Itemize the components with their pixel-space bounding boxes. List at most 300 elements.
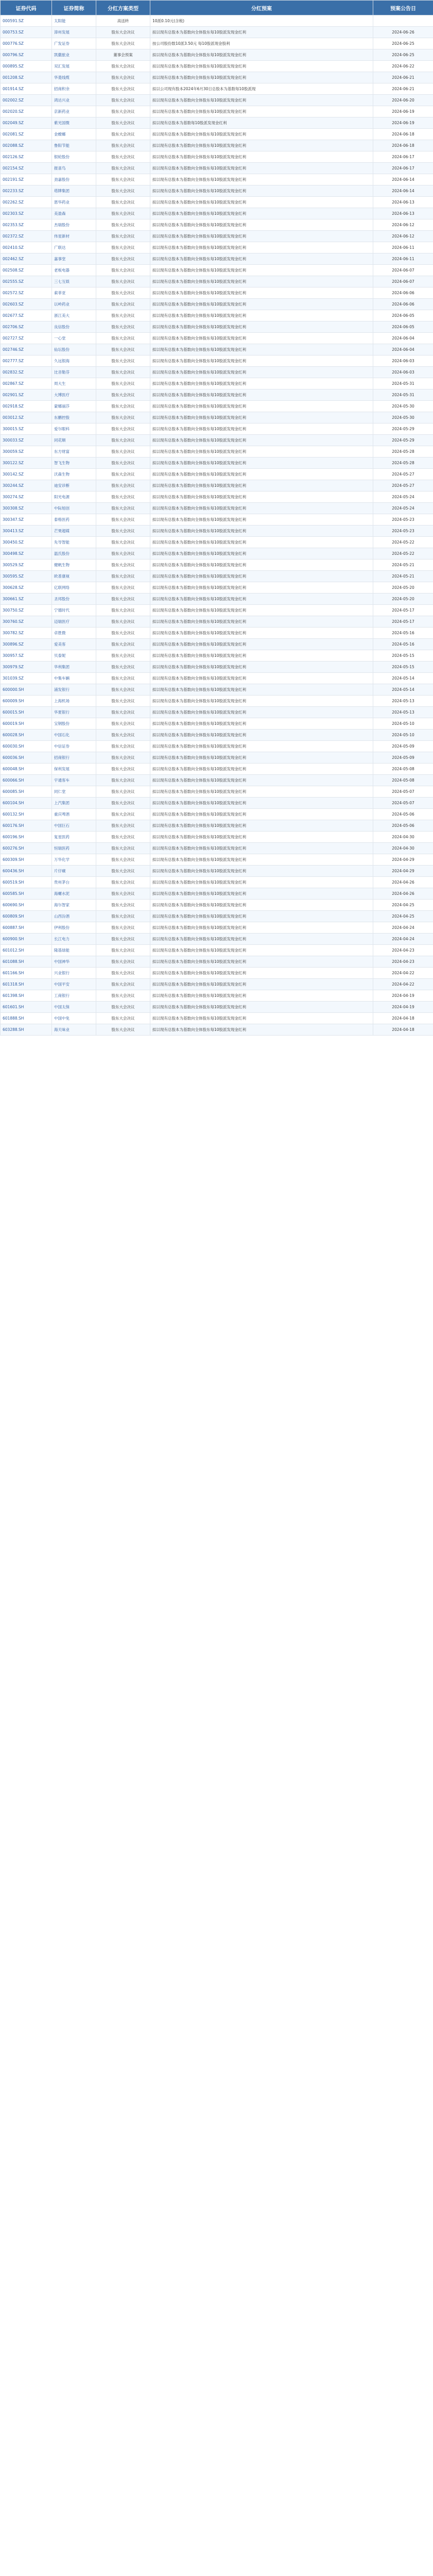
table-row[interactable] [1, 185, 433, 197]
table-row[interactable] [1, 219, 433, 231]
cell-code-link[interactable]: 300142.SZ [3, 472, 24, 477]
table-row[interactable] [1, 38, 433, 49]
cell-code[interactable] [1, 673, 52, 684]
cell-name-link[interactable]: 上海机场 [54, 699, 70, 703]
table-row[interactable] [1, 83, 433, 95]
cell-code[interactable] [1, 129, 52, 140]
cell-code-link[interactable]: 600009.SH [3, 699, 24, 703]
cell-name-link[interactable]: 招商银行 [54, 755, 70, 760]
table-row[interactable] [1, 548, 433, 560]
cell-code-link[interactable]: 000895.SZ [3, 64, 24, 69]
cell-name[interactable] [52, 979, 96, 990]
cell-code-link[interactable]: 002867.SZ [3, 381, 24, 386]
cell-code[interactable] [1, 27, 52, 38]
cell-code[interactable] [1, 117, 52, 129]
cell-code[interactable] [1, 945, 52, 956]
cell-code[interactable] [1, 775, 52, 786]
cell-name[interactable] [52, 752, 96, 764]
cell-name-link[interactable]: 泰格医药 [54, 517, 70, 522]
table-row[interactable] [1, 945, 433, 956]
cell-name-link[interactable]: 重庆啤酒 [54, 812, 70, 817]
cell-code[interactable] [1, 888, 52, 900]
cell-name-link[interactable]: 宁德时代 [54, 608, 70, 613]
cell-name[interactable] [52, 775, 96, 786]
cell-name-link[interactable]: 中国巨石 [54, 823, 70, 828]
cell-name[interactable] [52, 934, 96, 945]
table-row[interactable] [1, 571, 433, 582]
cell-name[interactable] [52, 843, 96, 854]
cell-code[interactable] [1, 310, 52, 321]
cell-name-link[interactable]: 卓胜微 [54, 631, 66, 635]
cell-code-link[interactable]: 600585.SH [3, 891, 24, 896]
cell-code[interactable] [1, 832, 52, 843]
cell-name[interactable] [52, 117, 96, 129]
cell-code-link[interactable]: 600066.SH [3, 778, 24, 783]
cell-code[interactable] [1, 355, 52, 367]
cell-name[interactable] [52, 344, 96, 355]
cell-name[interactable] [52, 560, 96, 571]
cell-name-link[interactable]: 一心堂 [54, 336, 66, 341]
table-row[interactable] [1, 1002, 433, 1013]
cell-code[interactable] [1, 605, 52, 616]
cell-name[interactable] [52, 582, 96, 594]
cell-code-link[interactable]: 300896.SZ [3, 642, 24, 647]
cell-code-link[interactable]: 301039.SZ [3, 676, 24, 681]
cell-code[interactable] [1, 628, 52, 639]
cell-name-link[interactable]: 杰瑞股份 [54, 223, 70, 227]
table-row[interactable] [1, 707, 433, 718]
cell-name[interactable] [52, 446, 96, 457]
header-type[interactable]: 分红方案类型 [96, 1, 150, 15]
cell-code[interactable] [1, 582, 52, 594]
cell-code[interactable] [1, 786, 52, 798]
table-row[interactable] [1, 786, 433, 798]
table-row[interactable] [1, 242, 433, 253]
cell-code-link[interactable]: 300979.SZ [3, 665, 24, 669]
cell-name[interactable] [52, 968, 96, 979]
cell-code-link[interactable]: 002508.SZ [3, 268, 24, 273]
table-row[interactable] [1, 469, 433, 480]
table-row[interactable] [1, 208, 433, 219]
cell-name[interactable] [52, 764, 96, 775]
cell-name[interactable] [52, 956, 96, 968]
cell-name-link[interactable]: 金螳螂 [54, 132, 66, 137]
cell-name[interactable] [52, 412, 96, 423]
cell-code[interactable] [1, 866, 52, 877]
cell-code[interactable] [1, 38, 52, 49]
cell-code[interactable] [1, 979, 52, 990]
cell-name-link[interactable]: 中信证券 [54, 744, 70, 749]
cell-code[interactable] [1, 72, 52, 83]
cell-name-link[interactable]: 长江电力 [54, 937, 70, 941]
cell-name-link[interactable]: 欧普康视 [54, 574, 70, 579]
cell-name[interactable] [52, 945, 96, 956]
cell-name[interactable] [52, 662, 96, 673]
cell-code[interactable] [1, 185, 52, 197]
cell-name-link[interactable]: 海天味业 [54, 1027, 70, 1032]
cell-code[interactable] [1, 990, 52, 1002]
cell-code-link[interactable]: 601088.SH [3, 959, 24, 964]
cell-name[interactable] [52, 253, 96, 265]
cell-name-link[interactable]: 华夏银行 [54, 710, 70, 715]
table-row[interactable] [1, 900, 433, 911]
cell-code[interactable] [1, 208, 52, 219]
cell-code[interactable] [1, 163, 52, 174]
cell-name[interactable] [52, 1013, 96, 1024]
cell-code[interactable] [1, 197, 52, 208]
table-row[interactable] [1, 15, 433, 27]
cell-name[interactable] [52, 503, 96, 514]
table-row[interactable] [1, 151, 433, 163]
table-row[interactable] [1, 61, 433, 72]
cell-code-link[interactable]: 300033.SZ [3, 438, 24, 443]
table-row[interactable] [1, 412, 433, 423]
cell-name-link[interactable]: 浙江美大 [54, 313, 70, 318]
cell-name[interactable] [52, 276, 96, 287]
table-row[interactable] [1, 560, 433, 571]
table-row[interactable] [1, 730, 433, 741]
table-row[interactable] [1, 265, 433, 276]
cell-name[interactable] [52, 548, 96, 560]
table-row[interactable] [1, 446, 433, 457]
cell-name[interactable] [52, 219, 96, 231]
cell-code-link[interactable]: 002677.SZ [3, 313, 24, 318]
cell-code[interactable] [1, 423, 52, 435]
cell-code-link[interactable]: 000796.SZ [3, 53, 24, 57]
cell-name[interactable] [52, 798, 96, 809]
cell-code-link[interactable]: 300244.SZ [3, 483, 24, 488]
table-row[interactable] [1, 1013, 433, 1024]
cell-code[interactable] [1, 696, 52, 707]
cell-code[interactable] [1, 480, 52, 492]
header-code[interactable]: 证券代码 [1, 1, 52, 15]
cell-code[interactable] [1, 106, 52, 117]
table-row[interactable] [1, 231, 433, 242]
cell-code-link[interactable]: 000753.SZ [3, 30, 24, 35]
cell-name-link[interactable]: 鸿达兴业 [54, 98, 70, 103]
table-row[interactable] [1, 333, 433, 344]
cell-code-link[interactable]: 600309.SH [3, 857, 24, 862]
cell-name[interactable] [52, 480, 96, 492]
cell-code-link[interactable]: 600028.SH [3, 733, 24, 737]
cell-name-link[interactable]: 圣邦股份 [54, 597, 70, 601]
cell-name-link[interactable]: 广联达 [54, 245, 66, 250]
table-row[interactable] [1, 775, 433, 786]
cell-name[interactable] [52, 537, 96, 548]
cell-code-link[interactable]: 002410.SZ [3, 245, 24, 250]
cell-code[interactable] [1, 15, 52, 27]
cell-code-link[interactable]: 002049.SZ [3, 121, 24, 125]
cell-code-link[interactable]: 300308.SZ [3, 506, 24, 511]
table-row[interactable] [1, 117, 433, 129]
cell-name-link[interactable]: 京新药业 [54, 109, 70, 114]
table-row[interactable] [1, 389, 433, 401]
table-row[interactable] [1, 922, 433, 934]
cell-code[interactable] [1, 401, 52, 412]
cell-code-link[interactable]: 001208.SZ [3, 75, 24, 80]
cell-code-link[interactable]: 600000.SH [3, 687, 24, 692]
cell-name[interactable] [52, 854, 96, 866]
cell-name[interactable] [52, 650, 96, 662]
cell-code-link[interactable]: 300529.SZ [3, 563, 24, 567]
cell-name-link[interactable]: 先导智能 [54, 540, 70, 545]
cell-code[interactable] [1, 457, 52, 469]
table-row[interactable] [1, 401, 433, 412]
cell-name[interactable] [52, 72, 96, 83]
cell-name-link[interactable]: 贵州茅台 [54, 880, 70, 885]
table-row[interactable] [1, 582, 433, 594]
cell-name-link[interactable]: 华菱线缆 [54, 75, 70, 80]
cell-code-link[interactable]: 002832.SZ [3, 370, 24, 375]
cell-name-link[interactable]: 双汇发展 [54, 64, 70, 69]
cell-name[interactable] [52, 299, 96, 310]
cell-code-link[interactable]: 002233.SZ [3, 189, 24, 193]
cell-name[interactable] [52, 866, 96, 877]
table-row[interactable] [1, 457, 433, 469]
cell-code-link[interactable]: 601318.SH [3, 982, 24, 987]
cell-name-link[interactable]: 贝泰妮 [54, 653, 66, 658]
cell-code[interactable] [1, 707, 52, 718]
table-row[interactable] [1, 514, 433, 526]
cell-code[interactable] [1, 389, 52, 401]
cell-code[interactable] [1, 900, 52, 911]
cell-name-link[interactable]: 工商银行 [54, 993, 70, 998]
cell-code-link[interactable]: 002353.SZ [3, 223, 24, 227]
cell-name-link[interactable]: 鲁阳节能 [54, 143, 70, 148]
cell-code-link[interactable]: 600176.SH [3, 823, 24, 828]
cell-code[interactable] [1, 469, 52, 480]
cell-code[interactable] [1, 174, 52, 185]
table-row[interactable] [1, 129, 433, 140]
cell-name-link[interactable]: 美盈森 [54, 211, 66, 216]
cell-name-link[interactable]: 同花顺 [54, 438, 66, 443]
cell-code-link[interactable]: 002191.SZ [3, 177, 24, 182]
cell-code[interactable] [1, 730, 52, 741]
table-row[interactable] [1, 854, 433, 866]
cell-code-link[interactable]: 600809.SH [3, 914, 24, 919]
cell-code-link[interactable]: 300015.SZ [3, 427, 24, 431]
table-row[interactable] [1, 934, 433, 945]
cell-code-link[interactable]: 002002.SZ [3, 98, 24, 103]
header-date[interactable]: 预案公告日 [373, 1, 433, 15]
cell-code[interactable] [1, 140, 52, 151]
cell-code[interactable] [1, 560, 52, 571]
cell-code-link[interactable]: 300450.SZ [3, 540, 24, 545]
cell-name[interactable] [52, 197, 96, 208]
table-row[interactable] [1, 809, 433, 820]
cell-code[interactable] [1, 242, 52, 253]
cell-name-link[interactable]: 片仔癀 [54, 869, 66, 873]
cell-code-link[interactable]: 603288.SH [3, 1027, 24, 1032]
cell-name-link[interactable]: 仙坛股份 [54, 347, 70, 352]
cell-name[interactable] [52, 423, 96, 435]
cell-code-link[interactable]: 300750.SZ [3, 608, 24, 613]
cell-code[interactable] [1, 809, 52, 820]
cell-code[interactable] [1, 514, 52, 526]
cell-name[interactable] [52, 435, 96, 446]
cell-name-link[interactable]: 塔牌集团 [54, 189, 70, 193]
cell-name[interactable] [52, 605, 96, 616]
table-row[interactable] [1, 877, 433, 888]
cell-code-link[interactable]: 600132.SH [3, 812, 24, 817]
table-row[interactable] [1, 741, 433, 752]
cell-code-link[interactable]: 300059.SZ [3, 449, 24, 454]
cell-name[interactable] [52, 786, 96, 798]
header-name[interactable]: 证券简称 [52, 1, 96, 15]
table-row[interactable] [1, 843, 433, 854]
cell-code[interactable] [1, 877, 52, 888]
cell-name[interactable] [52, 61, 96, 72]
cell-code-link[interactable]: 300498.SZ [3, 551, 24, 556]
cell-code-link[interactable]: 002727.SZ [3, 336, 24, 341]
cell-name-link[interactable]: 太阳能 [54, 19, 66, 23]
cell-code[interactable] [1, 616, 52, 628]
table-row[interactable] [1, 367, 433, 378]
cell-code[interactable] [1, 537, 52, 548]
cell-name[interactable] [52, 140, 96, 151]
cell-name[interactable] [52, 457, 96, 469]
table-row[interactable] [1, 832, 433, 843]
cell-code[interactable] [1, 492, 52, 503]
table-row[interactable] [1, 764, 433, 775]
cell-name-link[interactable]: 宇通客车 [54, 778, 70, 783]
cell-code-link[interactable]: 002081.SZ [3, 132, 24, 137]
cell-name-link[interactable]: 爱尔眼科 [54, 427, 70, 431]
cell-code-link[interactable]: 600690.SH [3, 903, 24, 907]
cell-code[interactable] [1, 741, 52, 752]
cell-code-link[interactable]: 002901.SZ [3, 393, 24, 397]
cell-code-link[interactable]: 300595.SZ [3, 574, 24, 579]
cell-code[interactable] [1, 95, 52, 106]
cell-code-link[interactable]: 601398.SH [3, 993, 24, 998]
cell-name-link[interactable]: 蒙娜丽莎 [54, 404, 70, 409]
cell-name-link[interactable]: 中国神华 [54, 959, 70, 964]
cell-code-link[interactable]: 300661.SZ [3, 597, 24, 601]
table-row[interactable] [1, 526, 433, 537]
cell-code[interactable] [1, 922, 52, 934]
cell-code[interactable] [1, 61, 52, 72]
cell-name[interactable] [52, 321, 96, 333]
cell-code[interactable] [1, 752, 52, 764]
cell-code[interactable] [1, 151, 52, 163]
cell-code-link[interactable]: 600519.SH [3, 880, 24, 885]
cell-name-link[interactable]: 广发证券 [54, 41, 70, 46]
table-row[interactable] [1, 979, 433, 990]
cell-name[interactable] [52, 594, 96, 605]
cell-name[interactable] [52, 718, 96, 730]
cell-name[interactable] [52, 616, 96, 628]
table-row[interactable] [1, 503, 433, 514]
cell-name[interactable] [52, 208, 96, 219]
cell-name[interactable] [52, 741, 96, 752]
cell-code-link[interactable]: 600900.SH [3, 937, 24, 941]
cell-code-link[interactable]: 601601.SH [3, 1005, 24, 1009]
table-row[interactable] [1, 1024, 433, 1036]
table-row[interactable] [1, 276, 433, 287]
cell-code[interactable] [1, 265, 52, 276]
cell-name-link[interactable]: 沃森生物 [54, 472, 70, 477]
cell-name[interactable] [52, 401, 96, 412]
cell-name-link[interactable]: 老板电器 [54, 268, 70, 273]
header-plan[interactable]: 分红预案 [150, 1, 373, 15]
cell-code-link[interactable]: 300274.SZ [3, 495, 24, 499]
cell-code-link[interactable]: 600276.SH [3, 846, 24, 851]
cell-code[interactable] [1, 934, 52, 945]
table-row[interactable] [1, 95, 433, 106]
cell-name-link[interactable]: 保利发展 [54, 767, 70, 771]
cell-code-link[interactable]: 600048.SH [3, 767, 24, 771]
cell-name[interactable] [52, 287, 96, 299]
cell-name-link[interactable]: 宝钢股份 [54, 721, 70, 726]
table-row[interactable] [1, 310, 433, 321]
cell-name-link[interactable]: 大博医疗 [54, 393, 70, 397]
cell-name-link[interactable]: 报喜鸟 [54, 166, 66, 171]
cell-name[interactable] [52, 1002, 96, 1013]
cell-code[interactable] [1, 650, 52, 662]
table-row[interactable] [1, 140, 433, 151]
table-row[interactable] [1, 355, 433, 367]
cell-name-link[interactable]: 漳州发展 [54, 30, 70, 35]
cell-code[interactable] [1, 1002, 52, 1013]
table-row[interactable] [1, 662, 433, 673]
cell-code-link[interactable]: 600887.SH [3, 925, 24, 930]
cell-name-link[interactable]: 中国平安 [54, 982, 70, 987]
cell-name-link[interactable]: 劲嘉股份 [54, 177, 70, 182]
cell-name-link[interactable]: 海尔智家 [54, 903, 70, 907]
cell-name[interactable] [52, 231, 96, 242]
cell-code-link[interactable]: 002462.SZ [3, 257, 24, 261]
cell-name[interactable] [52, 185, 96, 197]
table-row[interactable] [1, 956, 433, 968]
cell-code[interactable] [1, 344, 52, 355]
cell-code[interactable] [1, 820, 52, 832]
cell-code-link[interactable]: 003012.SZ [3, 415, 24, 420]
table-row[interactable] [1, 911, 433, 922]
cell-code-link[interactable]: 600085.SH [3, 789, 24, 794]
table-row[interactable] [1, 820, 433, 832]
cell-name[interactable] [52, 265, 96, 276]
cell-code-link[interactable]: 600196.SH [3, 835, 24, 839]
cell-code[interactable] [1, 526, 52, 537]
cell-code-link[interactable]: 002555.SZ [3, 279, 24, 284]
cell-name-link[interactable]: 爱美客 [54, 642, 66, 647]
cell-name[interactable] [52, 27, 96, 38]
table-row[interactable] [1, 72, 433, 83]
table-row[interactable] [1, 684, 433, 696]
cell-code-link[interactable]: 002303.SZ [3, 211, 24, 216]
cell-name[interactable] [52, 106, 96, 117]
cell-name-link[interactable]: 伊利股份 [54, 925, 70, 930]
cell-code-link[interactable]: 002706.SZ [3, 325, 24, 329]
cell-code-link[interactable]: 000776.SZ [3, 41, 24, 46]
cell-code[interactable] [1, 718, 52, 730]
cell-code-link[interactable]: 300413.SZ [3, 529, 24, 533]
cell-name[interactable] [52, 911, 96, 922]
cell-code[interactable] [1, 1024, 52, 1036]
cell-code[interactable] [1, 684, 52, 696]
cell-code-link[interactable]: 002020.SZ [3, 109, 24, 114]
table-row[interactable] [1, 344, 433, 355]
cell-code[interactable] [1, 798, 52, 809]
cell-code-link[interactable]: 600104.SH [3, 801, 24, 805]
cell-name[interactable] [52, 492, 96, 503]
table-row[interactable] [1, 673, 433, 684]
table-row[interactable] [1, 480, 433, 492]
table-row[interactable] [1, 321, 433, 333]
cell-name-link[interactable]: 智飞生物 [54, 461, 70, 465]
cell-name-link[interactable]: 中国中免 [54, 1016, 70, 1021]
cell-code[interactable] [1, 367, 52, 378]
